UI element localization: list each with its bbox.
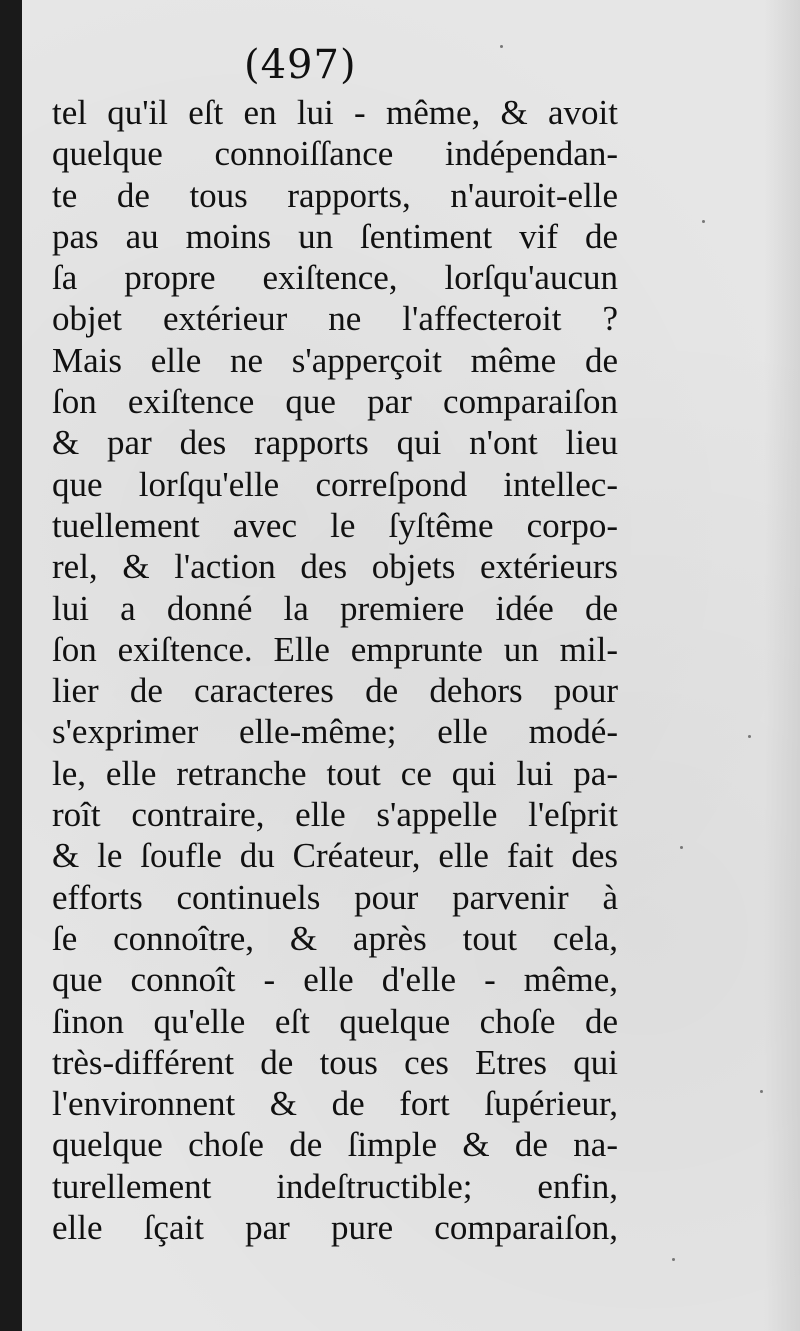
binding-edge bbox=[0, 0, 22, 1331]
text-line: quelque connoiſſance indépendan- bbox=[52, 134, 618, 174]
text-line: turellement indeſtructible; enfin, bbox=[52, 1166, 618, 1206]
page-edge-shadow bbox=[764, 0, 800, 1331]
text-line: le, elle retranche tout ce qui lui pa- bbox=[52, 753, 618, 793]
text-line: ſinon qu'elle eſt quelque choſe de bbox=[52, 1001, 618, 1041]
paper-speck bbox=[500, 45, 503, 48]
text-line: ſon exiſtence. Elle emprunte un mil- bbox=[52, 629, 618, 669]
text-line: tuellement avec le ſyſtême corpo- bbox=[52, 505, 618, 545]
text-line: tel qu'il eſt en lui - même, & avoit bbox=[52, 93, 618, 132]
paper-speck bbox=[748, 735, 751, 738]
text-line: te de tous rapports, n'auroit-elle bbox=[52, 175, 618, 215]
text-line: Mais elle ne s'apperçoit même de bbox=[52, 340, 618, 380]
text-line: lier de caracteres de dehors pour bbox=[52, 671, 618, 711]
text-line: l'environnent & de fort ſupérieur, bbox=[52, 1084, 618, 1124]
text-line: quelque choſe de ſimple & de na- bbox=[52, 1125, 618, 1165]
text-line: que lorſqu'elle correſpond intellec- bbox=[52, 464, 618, 504]
text-line: lui a donné la premiere idée de bbox=[52, 588, 618, 628]
paper-speck bbox=[672, 1258, 675, 1261]
text-line: rel, & l'action des objets extérieurs bbox=[52, 547, 618, 587]
text-line: ſon exiſtence que par comparaiſon bbox=[52, 382, 618, 422]
text-line: ſe connoître, & après tout cela, bbox=[52, 918, 618, 958]
text-line: pas au moins un ſentiment vif de bbox=[52, 216, 618, 256]
paper-speck bbox=[680, 846, 683, 849]
text-line: que connoît - elle d'elle - même, bbox=[52, 960, 618, 1000]
text-line: ſa propre exiſtence, lorſqu'aucun bbox=[52, 258, 618, 298]
page-number: (497) bbox=[244, 42, 357, 88]
paper-speck bbox=[760, 1090, 763, 1093]
text-line: objet extérieur ne l'affecteroit ? bbox=[52, 299, 618, 339]
text-line: & par des rapports qui n'ont lieu bbox=[52, 423, 618, 463]
text-line: roît contraire, elle s'appelle l'eſprit bbox=[52, 795, 618, 835]
text-line: & le ſoufle du Créateur, elle fait des bbox=[52, 836, 618, 876]
body-text bbox=[52, 92, 618, 1248]
text-line: très-différent de tous ces Etres qui bbox=[52, 1042, 618, 1082]
paper-speck bbox=[702, 220, 705, 223]
text-line: elle ſçait par pure comparaiſon, bbox=[52, 1208, 618, 1248]
text-line: s'exprimer elle-même; elle modé- bbox=[52, 712, 618, 752]
text-line: efforts continuels pour parvenir à bbox=[52, 877, 618, 917]
